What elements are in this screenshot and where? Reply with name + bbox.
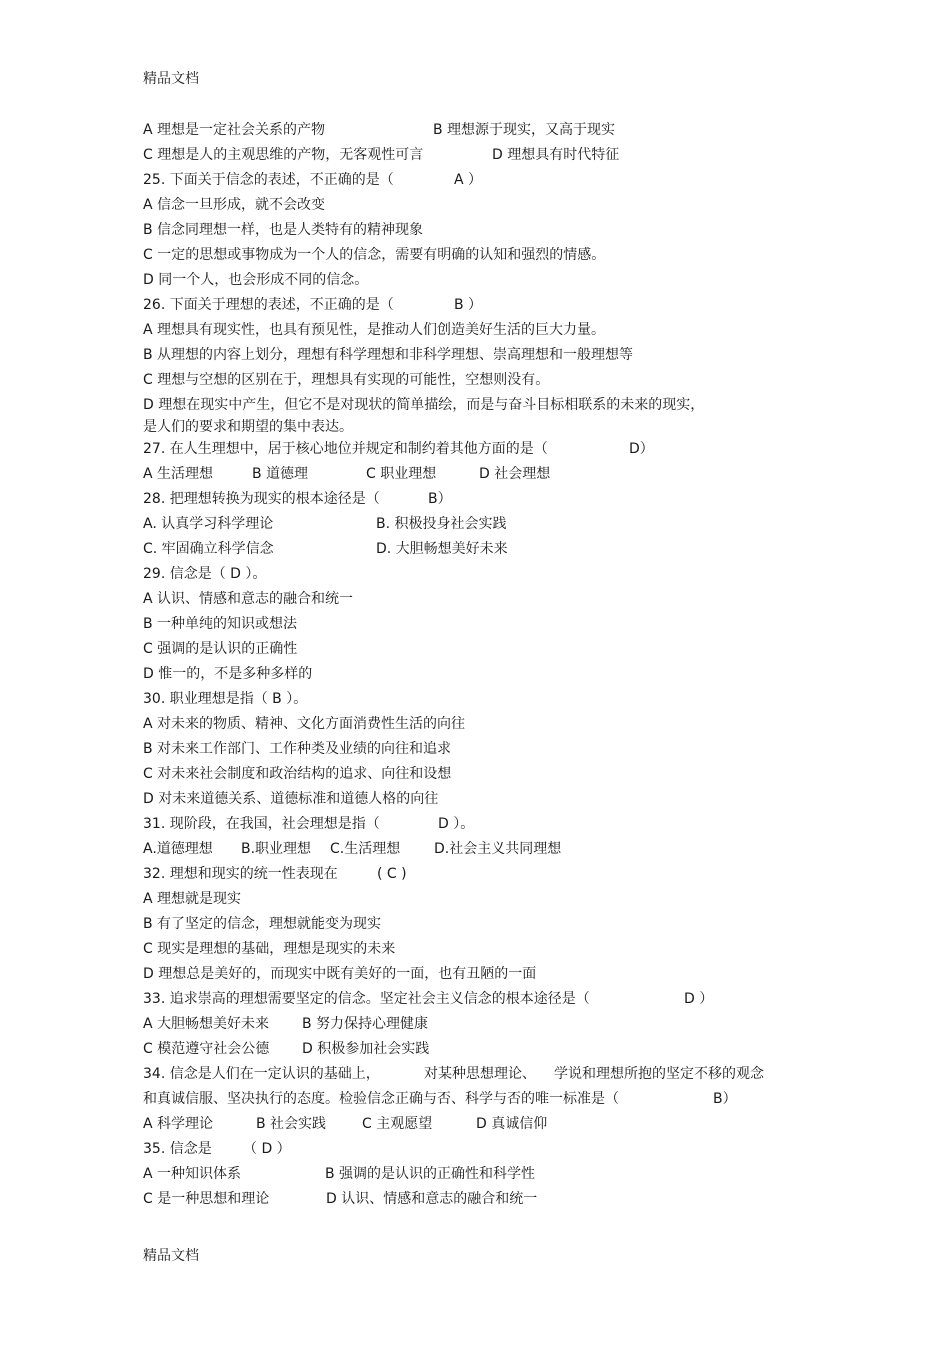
text-line <box>143 1189 803 1214</box>
text-segment: 和真诚信服、坚决执行的态度。检验信念正确与否、科学与否的唯一标准是（ <box>143 1091 619 1107</box>
text-line <box>143 764 803 789</box>
text-segment: 是人们的要求和期望的集中表达。 <box>143 419 353 435</box>
text-line <box>143 195 803 220</box>
text-segment: B 理想源于现实，又高于现实 <box>433 122 616 138</box>
text-segment: 35. 信念是 <box>143 1141 212 1157</box>
text-segment: C 模范遵守社会公德 <box>143 1041 270 1057</box>
text-line <box>143 245 803 270</box>
text-line <box>143 1064 803 1089</box>
text-segment: D 惟一的，不是多种多样的 <box>143 666 313 682</box>
text-segment: C 现实是理想的基础，理想是现实的未来 <box>143 941 396 957</box>
text-line <box>143 345 803 370</box>
text-segment: 32. 理想和现实的统一性表现在 <box>143 866 338 882</box>
text-segment: 31. 现阶段，在我国，社会理想是指（ <box>143 816 380 832</box>
page-header: 精品文档 <box>143 71 199 87</box>
text-segment: 33. 追求崇高的理想需要坚定的信念。坚定社会主义信念的根本途径是（ <box>143 991 590 1007</box>
page-footer: 精品文档 <box>143 1248 199 1264</box>
text-line <box>143 539 803 564</box>
text-line <box>143 295 803 320</box>
text-segment: B ） <box>454 297 483 313</box>
text-segment: A. 认真学习科学理论 <box>143 516 274 532</box>
text-segment: A 理想具有现实性，也具有预见性，是推动人们创造美好生活的巨大力量。 <box>143 322 606 338</box>
text-segment: A 一种知识体系 <box>143 1166 242 1182</box>
text-segment: B. 积极投身社会实践 <box>376 516 507 532</box>
text-segment: A 大胆畅想美好未来 <box>143 1016 270 1032</box>
text-segment: C.生活理想 <box>330 841 401 857</box>
text-line <box>143 514 803 539</box>
text-segment: A 科学理论 <box>143 1116 214 1132</box>
text-line <box>143 1164 803 1189</box>
text-line <box>143 889 803 914</box>
text-segment: B 道德理 <box>252 466 309 482</box>
text-segment: B 对未来工作部门、工作种类及业绩的向往和追求 <box>143 741 452 757</box>
text-segment: 34. 信念是人们在一定认识的基础上， <box>143 1066 380 1082</box>
text-segment: 对某种思想理论、 <box>424 1066 536 1082</box>
text-segment: C 是一种思想和理论 <box>143 1191 270 1207</box>
text-segment: B.职业理想 <box>241 841 312 857</box>
text-line <box>143 914 803 939</box>
text-segment: 学说和理想所抱的坚定不移的观念 <box>554 1066 764 1082</box>
text-segment: A 认识、情感和意志的融合和统一 <box>143 591 354 607</box>
text-line <box>143 170 803 195</box>
text-line <box>143 939 803 964</box>
text-segment: （ D ） <box>243 1141 291 1157</box>
text-segment: A ） <box>454 172 483 188</box>
text-segment: C 一定的思想或事物成为一个人的信念，需要有明确的认知和强烈的情感。 <box>143 247 606 263</box>
text-segment: A 信念一旦形成，就不会改变 <box>143 197 326 213</box>
text-segment: 30. 职业理想是指（ B ）。 <box>143 691 308 707</box>
text-line <box>143 220 803 245</box>
text-segment: B 有了坚定的信念，理想就能变为现实 <box>143 916 382 932</box>
text-segment: C 职业理想 <box>366 466 437 482</box>
text-line <box>143 489 803 514</box>
text-line <box>143 589 803 614</box>
text-line <box>143 814 803 839</box>
text-line <box>143 417 803 439</box>
text-segment: D 认识、情感和意志的融合和统一 <box>326 1191 538 1207</box>
text-line <box>143 689 803 714</box>
text-segment: A 对未来的物质、精神、文化方面消费性生活的向往 <box>143 716 466 732</box>
text-segment: C 理想是人的主观思维的产物，无客观性可言 <box>143 147 424 163</box>
text-segment: D 真诚信仰 <box>476 1116 548 1132</box>
text-line <box>143 739 803 764</box>
text-line <box>143 439 803 464</box>
text-segment: B） <box>713 1091 737 1107</box>
text-segment: A.道德理想 <box>143 841 213 857</box>
text-segment: A 生活理想 <box>143 466 214 482</box>
text-line <box>143 839 803 864</box>
text-segment: C 理想与空想的区别在于，理想具有实现的可能性，空想则没有。 <box>143 372 550 388</box>
text-segment: B 信念同理想一样，也是人类特有的精神现象 <box>143 222 424 238</box>
text-segment: D 对未来道德关系、道德标准和道德人格的向往 <box>143 791 439 807</box>
text-segment: D ）。 <box>438 816 475 832</box>
text-line <box>143 964 803 989</box>
text-segment: B） <box>428 491 452 507</box>
text-segment: B 强调的是认识的正确性和科学性 <box>325 1166 536 1182</box>
text-line <box>143 145 803 170</box>
text-segment: 25. 下面关于信念的表述，不正确的是（ <box>143 172 394 188</box>
text-segment: D 同一个人，也会形成不同的信念。 <box>143 272 369 288</box>
text-segment: 26. 下面关于理想的表述，不正确的是（ <box>143 297 394 313</box>
text-line <box>143 464 803 489</box>
text-segment: D 理想具有时代特征 <box>492 147 620 163</box>
text-line <box>143 370 803 395</box>
text-segment: A 理想就是现实 <box>143 891 242 907</box>
text-segment: C 对未来社会制度和政治结构的追求、向往和设想 <box>143 766 452 782</box>
document-body <box>143 120 803 1214</box>
text-segment: D） <box>629 441 654 457</box>
text-line <box>143 614 803 639</box>
text-segment: 27. 在人生理想中，居于核心地位并规定和制约着其他方面的是（ <box>143 441 548 457</box>
text-segment: D.社会主义共同理想 <box>434 841 562 857</box>
text-segment: C 强调的是认识的正确性 <box>143 641 298 657</box>
text-line <box>143 639 803 664</box>
text-segment: D. 大胆畅想美好未来 <box>376 541 508 557</box>
text-line <box>143 714 803 739</box>
text-segment: D 理想在现实中产生，但它不是对现状的简单描绘，而是与奋斗目标相联系的未来的现实， <box>143 397 705 413</box>
text-segment: 29. 信念是（ D ）。 <box>143 566 267 582</box>
text-segment: B 一种单纯的知识或想法 <box>143 616 298 632</box>
text-line <box>143 1039 803 1064</box>
text-segment: B 社会实践 <box>256 1116 327 1132</box>
text-segment: C. 牢固确立科学信念 <box>143 541 274 557</box>
text-line <box>143 1139 803 1164</box>
text-line <box>143 1089 803 1114</box>
text-segment: D 理想总是美好的，而现实中既有美好的一面，也有丑陋的一面 <box>143 966 537 982</box>
text-segment: D 积极参加社会实践 <box>302 1041 430 1057</box>
text-line <box>143 989 803 1014</box>
text-line <box>143 564 803 589</box>
text-segment: B 努力保持心理健康 <box>302 1016 429 1032</box>
text-line <box>143 395 803 417</box>
text-segment: D ） <box>684 991 714 1007</box>
text-segment: A 理想是一定社会关系的产物 <box>143 122 326 138</box>
text-line <box>143 664 803 689</box>
text-line <box>143 864 803 889</box>
text-segment: ( C ) <box>377 866 407 882</box>
text-line <box>143 320 803 345</box>
text-line <box>143 120 803 145</box>
text-line <box>143 789 803 814</box>
text-segment: D 社会理想 <box>479 466 551 482</box>
text-line <box>143 1114 803 1139</box>
text-segment: C 主观愿望 <box>362 1116 433 1132</box>
text-segment: 28. 把理想转换为现实的根本途径是（ <box>143 491 380 507</box>
text-line <box>143 1014 803 1039</box>
text-line <box>143 270 803 295</box>
text-segment: B 从理想的内容上划分，理想有科学理想和非科学理想、崇高理想和一般理想等 <box>143 347 634 363</box>
